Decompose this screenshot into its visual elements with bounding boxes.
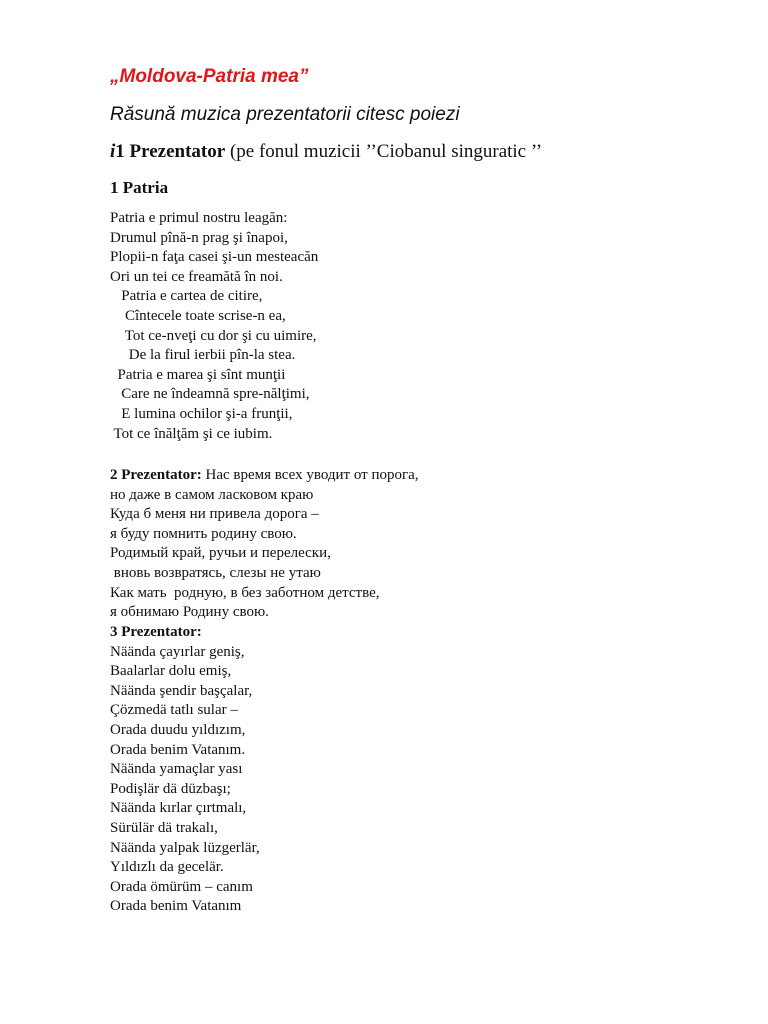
poem-line: Näända kırlar çırtmalı, xyxy=(110,800,247,817)
poem-line: я обнимаю Родину свою. xyxy=(110,604,269,621)
speaker-label: 3 Prezentator: xyxy=(110,624,202,640)
poem-line: Orada benim Vatanım xyxy=(110,898,242,915)
poem-line: Näända çayırlar geniş, xyxy=(110,643,245,660)
poem-line: Patria e primul nostru leagăn: xyxy=(110,210,288,226)
poem-line: Tot ce înălţăm şi ce iubim. xyxy=(110,425,273,442)
poem-line: E lumina ochilor şi-a frunţii, xyxy=(110,405,293,422)
poem-line: вновь возвратясь, слезы не утаю xyxy=(110,564,321,581)
poem-line: Ori un tei ce freamătă în noi. xyxy=(110,268,283,285)
poem-line: Sürülär dä trakalı, xyxy=(110,819,218,836)
poem-line: Patria e cartea de citire, xyxy=(110,288,263,305)
speaker-label: 2 Prezentator: xyxy=(110,467,202,483)
page-title: „Moldova-Patria mea” xyxy=(110,66,309,87)
poem-line xyxy=(110,466,419,486)
poem-line: Родимый край, ручьи и перелески, xyxy=(110,545,331,562)
poem-patria xyxy=(110,209,318,444)
intro-text: (pe fonul muzicii ’’Ciobanul singuratic ’’ xyxy=(225,141,543,162)
intro-line xyxy=(110,141,542,163)
poem-line: Yıldızlı da gecelär. xyxy=(110,859,224,876)
poem-line: Näända şendir başçalar, xyxy=(110,682,253,699)
poem-line: Patria e marea şi sînt munţii xyxy=(110,366,286,383)
poem-line: я буду помнить родину свою. xyxy=(110,525,297,542)
poem-line: Orada duudu yıldızım, xyxy=(110,721,246,738)
poem-line-text: Нас время всех уводит от порога, xyxy=(201,467,419,483)
section-heading: 1 Patria xyxy=(110,178,169,197)
poem-line: Orada benim Vatanım. xyxy=(110,741,246,758)
poem-gagauz xyxy=(110,623,260,917)
poem-line: Tot ce-nveţi cu dor şi cu uimire, xyxy=(110,327,317,344)
poem-line: De la firul ierbii pîn-la stea. xyxy=(110,347,296,364)
poem-line: Orada ömürüm – canım xyxy=(110,878,253,895)
intro-prefix: i xyxy=(110,141,116,162)
intro-speaker: 1 Prezentator xyxy=(115,141,226,162)
subtitle: Răsună muzica prezentatorii citesc poiezi xyxy=(110,104,460,125)
poem-line: Как мать родную, в без заботном детстве, xyxy=(110,584,380,601)
poem-line: Näända yalpak lüzgerlär, xyxy=(110,839,260,856)
poem-line: Cîntecele toate scrise-n ea, xyxy=(110,307,286,324)
poem-line: Drumul pînă-n prag şi înapoi, xyxy=(110,229,288,246)
poem-line: Podişlär dä düzbaşı; xyxy=(110,780,231,797)
poem-line: Куда б меня ни привела дорога – xyxy=(110,506,319,523)
poem-line: Plopii-n faţa casei şi-un mesteacăn xyxy=(110,249,319,266)
poem-line: но даже в самом ласковом краю xyxy=(110,486,314,503)
poem-line: Baalarlar dolu emiş, xyxy=(110,663,232,680)
poem-line: Çözmedä tatlı sular – xyxy=(110,702,238,719)
poem-line: Näända yamaçlar yası xyxy=(110,761,243,778)
poem-line: Care ne îndeamnă spre-nălţimi, xyxy=(110,386,310,403)
poem-russian xyxy=(110,466,419,623)
